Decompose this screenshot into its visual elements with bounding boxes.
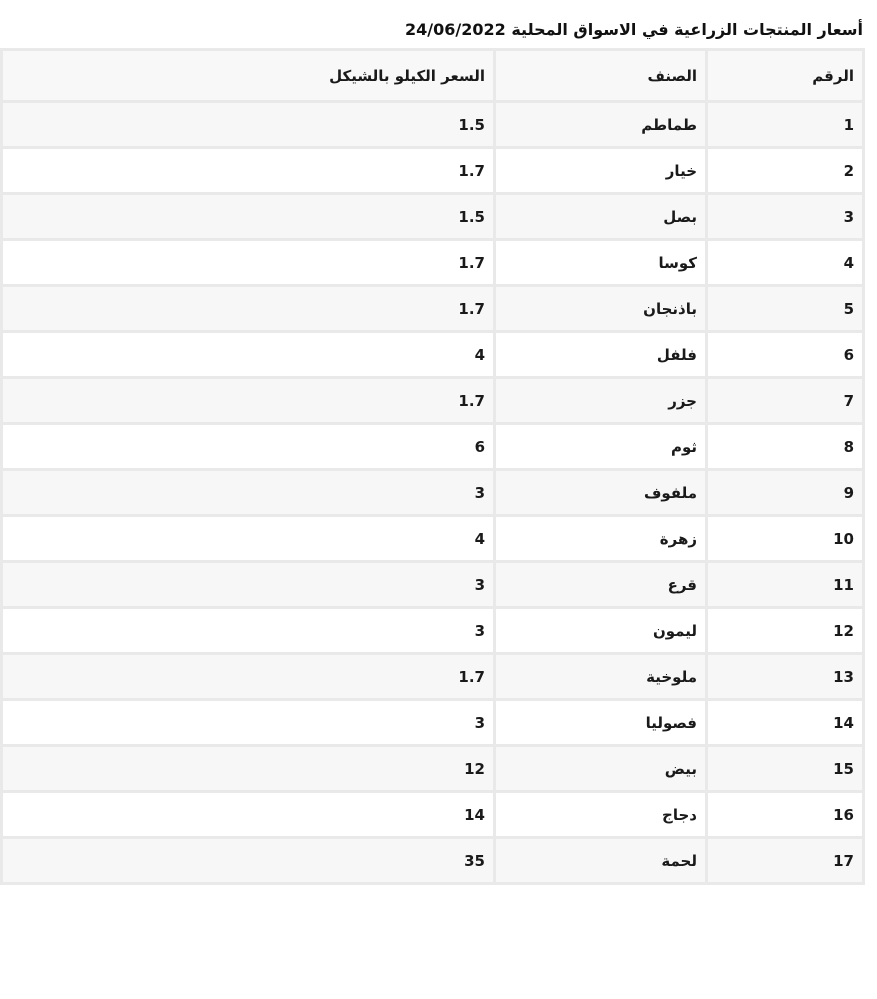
cell-number: 14 bbox=[707, 700, 864, 746]
table-body bbox=[2, 102, 864, 884]
cell-item: زهرة bbox=[495, 516, 707, 562]
cell-item: ملوخية bbox=[495, 654, 707, 700]
cell-number: 11 bbox=[707, 562, 864, 608]
cell-item: بصل bbox=[495, 194, 707, 240]
table-row bbox=[2, 424, 864, 470]
cell-number: 13 bbox=[707, 654, 864, 700]
table-row bbox=[2, 378, 864, 424]
cell-number: 5 bbox=[707, 286, 864, 332]
cell-price: 4 bbox=[2, 516, 495, 562]
table-row bbox=[2, 332, 864, 378]
cell-item: باذنجان bbox=[495, 286, 707, 332]
cell-price: 3 bbox=[2, 470, 495, 516]
cell-item: فصوليا bbox=[495, 700, 707, 746]
table-row bbox=[2, 240, 864, 286]
table-row bbox=[2, 608, 864, 654]
cell-item: طماطم bbox=[495, 102, 707, 148]
cell-number: 8 bbox=[707, 424, 864, 470]
prices-table-container bbox=[0, 48, 862, 885]
cell-price: 35 bbox=[2, 838, 495, 884]
cell-item: كوسا bbox=[495, 240, 707, 286]
cell-item: لحمة bbox=[495, 838, 707, 884]
table-row bbox=[2, 562, 864, 608]
cell-price: 1.7 bbox=[2, 654, 495, 700]
table-row bbox=[2, 148, 864, 194]
cell-price: 1.5 bbox=[2, 194, 495, 240]
page-title: أسعار المنتجات الزراعية في الاسواق المحلية 24/06/2022 bbox=[405, 20, 863, 39]
cell-number: 3 bbox=[707, 194, 864, 240]
cell-number: 12 bbox=[707, 608, 864, 654]
cell-number: 10 bbox=[707, 516, 864, 562]
cell-number: 16 bbox=[707, 792, 864, 838]
cell-item: ثوم bbox=[495, 424, 707, 470]
table-row bbox=[2, 700, 864, 746]
cell-number: 15 bbox=[707, 746, 864, 792]
cell-number: 17 bbox=[707, 838, 864, 884]
table-header-row bbox=[2, 50, 864, 102]
cell-price: 3 bbox=[2, 562, 495, 608]
cell-price: 1.7 bbox=[2, 286, 495, 332]
table-row bbox=[2, 194, 864, 240]
cell-item: ملفوف bbox=[495, 470, 707, 516]
cell-number: 7 bbox=[707, 378, 864, 424]
cell-item: دجاج bbox=[495, 792, 707, 838]
cell-price: 14 bbox=[2, 792, 495, 838]
cell-price: 3 bbox=[2, 608, 495, 654]
cell-number: 4 bbox=[707, 240, 864, 286]
cell-item: ليمون bbox=[495, 608, 707, 654]
cell-price: 12 bbox=[2, 746, 495, 792]
table-row bbox=[2, 838, 864, 884]
cell-price: 3 bbox=[2, 700, 495, 746]
header-number: الرقم bbox=[707, 50, 864, 102]
table-row bbox=[2, 286, 864, 332]
header-item: الصنف bbox=[495, 50, 707, 102]
prices-table bbox=[0, 48, 865, 885]
cell-number: 1 bbox=[707, 102, 864, 148]
table-row bbox=[2, 102, 864, 148]
cell-number: 2 bbox=[707, 148, 864, 194]
cell-price: 1.5 bbox=[2, 102, 495, 148]
table-row bbox=[2, 470, 864, 516]
cell-item: قرع bbox=[495, 562, 707, 608]
cell-item: خيار bbox=[495, 148, 707, 194]
cell-number: 9 bbox=[707, 470, 864, 516]
table-row bbox=[2, 746, 864, 792]
cell-item: جزر bbox=[495, 378, 707, 424]
cell-number: 6 bbox=[707, 332, 864, 378]
cell-price: 4 bbox=[2, 332, 495, 378]
table-row bbox=[2, 792, 864, 838]
cell-item: بيض bbox=[495, 746, 707, 792]
cell-price: 1.7 bbox=[2, 240, 495, 286]
header-price: السعر الكيلو بالشيكل bbox=[2, 50, 495, 102]
cell-price: 1.7 bbox=[2, 148, 495, 194]
table-row bbox=[2, 654, 864, 700]
cell-price: 1.7 bbox=[2, 378, 495, 424]
cell-price: 6 bbox=[2, 424, 495, 470]
cell-item: فلفل bbox=[495, 332, 707, 378]
table-row bbox=[2, 516, 864, 562]
